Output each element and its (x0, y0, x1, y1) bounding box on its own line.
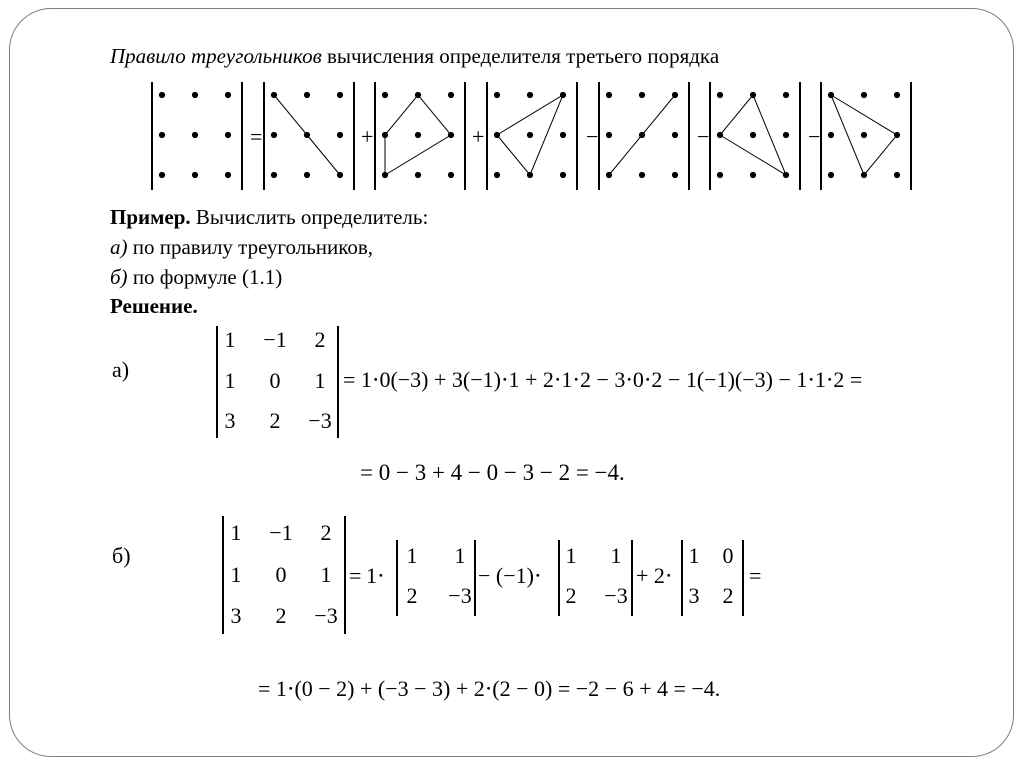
example-item-a (110, 235, 373, 260)
det-b-cell: 1 (230, 562, 242, 587)
part-b-result: = 1⋅(0 − 2) + (−3 − 3) + 2⋅(2 − 0) = −2 − 6 + 4 = −4. (258, 676, 721, 701)
minor-1-cell: 1 (406, 543, 418, 568)
minor-3-cell: 1 (688, 543, 700, 568)
scheme-sign-minus-3: − (808, 124, 821, 149)
part-b-coef-3: + 2⋅ (636, 563, 673, 588)
det-a-cell: 3 (224, 408, 236, 433)
element-dot (527, 132, 532, 137)
item-a-text: по правилу треугольников, (127, 235, 374, 259)
element-dot (225, 132, 230, 137)
slide-heading (110, 44, 719, 69)
term-scheme (487, 82, 577, 190)
element-dot (494, 92, 499, 97)
solution-label: Решение. (110, 294, 198, 318)
element-dot (672, 132, 677, 137)
element-dot (304, 172, 309, 177)
example-item-b (110, 265, 282, 290)
det-a-cell: 2 (269, 408, 281, 433)
det-b-cell: 1 (230, 520, 242, 545)
term-scheme (599, 82, 689, 190)
element-dot (337, 92, 342, 97)
element-dot (192, 172, 197, 177)
scheme-sign-minus-1: − (586, 124, 599, 149)
term-scheme (264, 82, 354, 190)
element-dot (382, 92, 387, 97)
part-a-expression: = 1⋅0(−3) + 3(−1)⋅1 + 2⋅1⋅2 − 3⋅0⋅2 − 1(−1)(−3) − 1⋅1⋅2 = (343, 367, 863, 392)
element-dot (271, 172, 276, 177)
element-dot (861, 132, 866, 137)
det-a-cell: 1 (224, 327, 236, 352)
element-dot (828, 172, 833, 177)
element-dot (750, 172, 755, 177)
element-dot (192, 132, 197, 137)
det-b-cell: 1 (320, 562, 332, 587)
item-a-letter: а) (110, 235, 128, 259)
element-dot (304, 92, 309, 97)
term-scheme (710, 82, 800, 190)
element-dot (639, 92, 644, 97)
element-dot (225, 92, 230, 97)
element-dot (783, 132, 788, 137)
minor-3-cell: 0 (722, 543, 734, 568)
determinant-scheme (152, 82, 242, 190)
element-dot (271, 132, 276, 137)
part-a-result: = 0 − 3 + 4 − 0 − 3 − 2 = −4. (360, 460, 625, 485)
element-dot (560, 132, 565, 137)
element-dot (415, 172, 420, 177)
scheme-sign-equals: = (250, 124, 263, 149)
part-b-eq: = (349, 563, 362, 588)
element-dot (225, 172, 230, 177)
element-dot (448, 172, 453, 177)
minor-3-cell: 3 (688, 583, 700, 608)
det-b-cell: 0 (275, 562, 287, 587)
det-b-cell: −3 (314, 603, 338, 628)
det-a-cell: 0 (269, 368, 281, 393)
element-dot (717, 172, 722, 177)
element-dot (783, 92, 788, 97)
element-dot (828, 132, 833, 137)
part-b-end-eq: = (749, 563, 762, 588)
minor-2-cell: −3 (604, 583, 628, 608)
element-dot (861, 92, 866, 97)
minor-2-cell: 1 (565, 543, 577, 568)
scheme-sign-plus-1: + (361, 124, 374, 149)
element-dot (159, 92, 164, 97)
element-dot (192, 92, 197, 97)
det-b-cell: 3 (230, 603, 242, 628)
element-dot (494, 172, 499, 177)
det-a-cell: 2 (314, 327, 326, 352)
element-dot (560, 172, 565, 177)
triangle-rule-diagram (150, 82, 920, 194)
det-a-cell: −1 (263, 327, 287, 352)
example-task: Вычислить определитель: (190, 205, 429, 229)
minor-2-cell: 1 (610, 543, 622, 568)
part-b-label: б) (112, 543, 131, 568)
scheme-sign-minus-2: − (697, 124, 710, 149)
example-label: Пример. (110, 205, 191, 229)
item-b-letter: б) (110, 265, 128, 289)
part-a-label: а) (112, 357, 130, 382)
element-dot (639, 172, 644, 177)
element-dot (337, 132, 342, 137)
minor-3-cell: 2 (722, 583, 734, 608)
det-b-cell: 2 (275, 603, 287, 628)
product-line (274, 95, 340, 175)
heading-italic: Правило треугольников (110, 44, 322, 68)
term-scheme (821, 82, 911, 190)
element-dot (606, 92, 611, 97)
minor-1-cell: −3 (448, 583, 472, 608)
minor-1-cell: 1 (454, 543, 466, 568)
element-dot (672, 172, 677, 177)
item-b-text: по формуле (1.1) (127, 265, 283, 289)
part-b-coef-2: − (−1)⋅ (478, 563, 542, 588)
det-a-cell: 1 (314, 368, 326, 393)
element-dot (750, 132, 755, 137)
element-dot (448, 92, 453, 97)
minor-2-cell: 2 (565, 583, 577, 608)
example-title (110, 205, 428, 230)
element-dot (894, 172, 899, 177)
scheme-sign-plus-2: + (472, 124, 485, 149)
det-a-cell: 1 (224, 368, 236, 393)
element-dot (527, 92, 532, 97)
det-b-cell: −1 (269, 520, 293, 545)
term-scheme (375, 82, 465, 190)
det-a-cell: −3 (308, 408, 332, 433)
element-dot (159, 132, 164, 137)
minor-1-cell: 2 (406, 583, 418, 608)
element-dot (894, 92, 899, 97)
heading-rest: вычисления определителя третьего порядка (321, 44, 720, 68)
part-b-coef-1: 1⋅ (366, 563, 385, 588)
element-dot (159, 172, 164, 177)
element-dot (606, 132, 611, 137)
element-dot (415, 132, 420, 137)
element-dot (717, 92, 722, 97)
product-line (609, 95, 675, 175)
det-b-cell: 2 (320, 520, 332, 545)
